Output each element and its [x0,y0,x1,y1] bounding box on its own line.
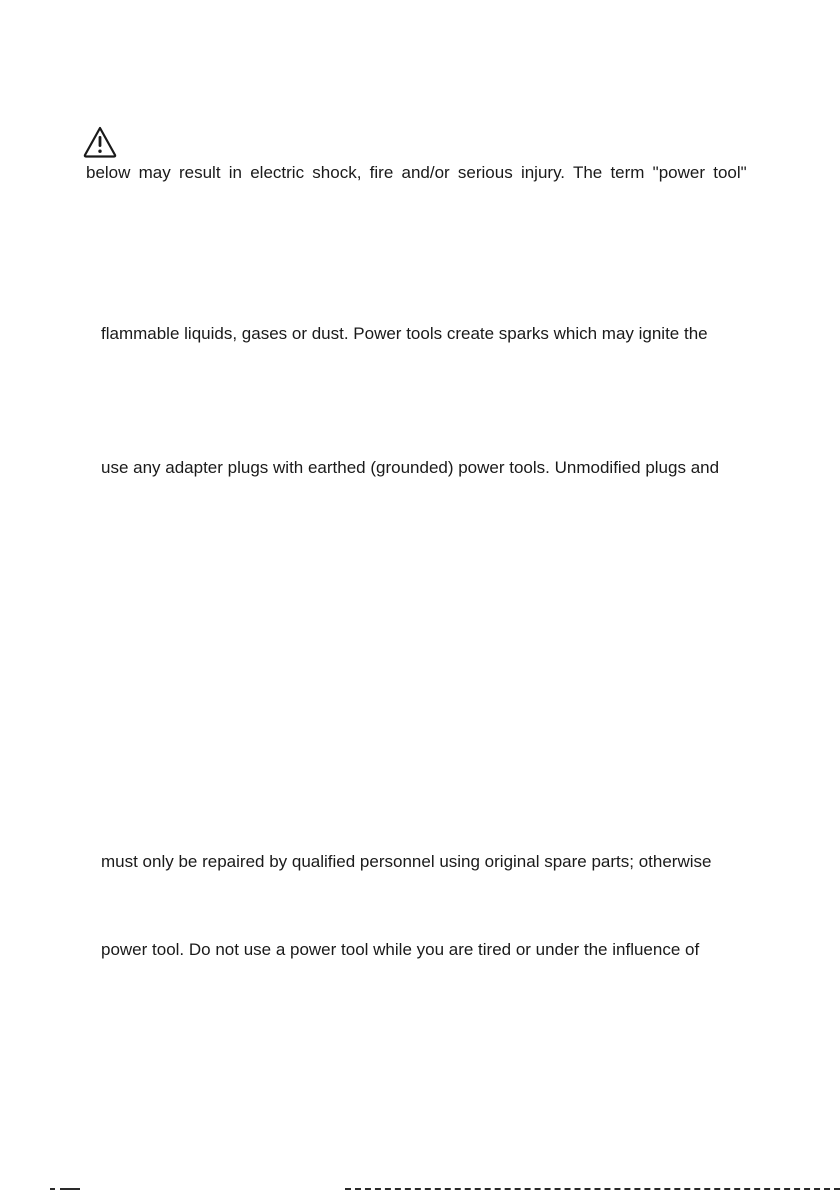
text-line-flammable-liquids: flammable liquids, gases or dust. Power tools create sparks which may ignite the [101,324,708,343]
text-line-tired-influence: power tool. Do not use a power tool while you are tired or under the influence of [101,940,700,959]
page-bottom-rule [345,1188,840,1190]
text-line-qualified-personnel: must only be repaired by qualified personnel using original spare parts; otherwise [101,852,712,871]
page-edge-mark [50,1188,55,1190]
text-line-electric-shock: below may result in electric shock, fire and/or serious injury. The term "power tool" [86,163,747,182]
page-edge-mark [60,1188,80,1190]
warning-triangle-icon [83,126,117,158]
text-line-adapter-plugs: use any adapter plugs with earthed (grounded) power tools. Unmodified plugs and [101,458,720,477]
